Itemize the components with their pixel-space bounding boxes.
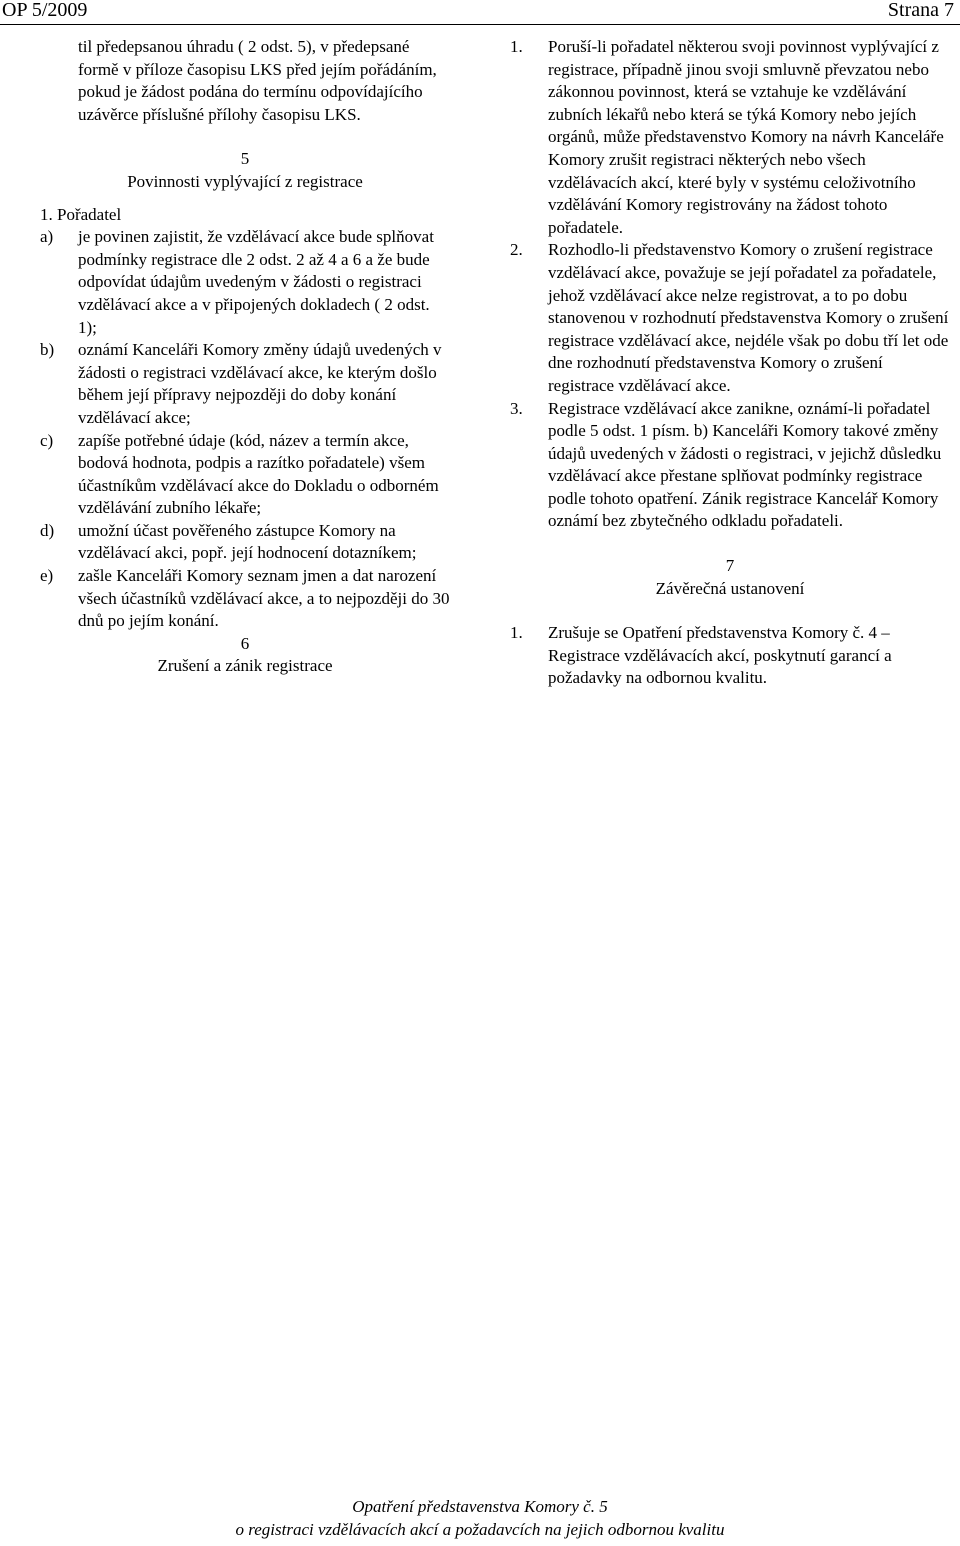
page-footer xyxy=(0,1496,960,1541)
footer-line-1: Opatření představenstva Komory č. 5 xyxy=(352,1497,608,1516)
right-item-1 xyxy=(510,36,950,239)
section-6-title: Zrušení a zánik registrace xyxy=(157,656,333,676)
page-header xyxy=(0,0,960,25)
subitem-e xyxy=(40,565,450,633)
intro-paragraph: til předepsanou úhradu ( 2 odst. 5), v předepsané formě v příloze časopisu LKS před jejím pořádáním, pokud je žádost podána do termínu odpovídajícího uzávěrce příslušné přílohy časopisu LKS. xyxy=(78,37,437,124)
right-column xyxy=(510,36,950,690)
page-number: Strana 7 xyxy=(887,0,954,21)
section-5-symbol: 5 xyxy=(240,149,250,169)
subitem-text: zapíše potřebné údaje (kód, název a termín akce, bodová hodnota, podpis a razítko pořadatele) všem účastníkům vzdělávací akce do Dokladu o odborném vzdělávání zubního lékaře; xyxy=(78,430,439,518)
right-item-3 xyxy=(510,398,950,534)
subitem-text: je povinen zajistit, že vzdělávací akce bude splňovat podmínky registrace dle 2 odst. 2 až 4 a 6 a že bude odpovídat údajům uvedeným v žádosti o registraci vzdělávací akce a v připojených dokladech ( 2 odst. 1); xyxy=(78,227,434,337)
item-text: Zrušuje se Opatření představenstva Komory č. 4 – Registrace vzdělávacích akcí, poskytnutí garancí a požadavky na odbornou kvalitu. xyxy=(548,623,892,688)
item-text: Rozhodlo-li představenstvo Komory o zrušení registrace vzdělávací akce, považuje se její pořadatel za pořadatele, jehož vzdělávací akce nelze registrovat, a to po dobu stanovenou v rozhodnutí představenstva Komory o zrušení registrace vzdělávací akce, nejdéle však po dobu tří let ode dne rozhodnutí představenstva Komory o zrušení registrace vzdělávací akce. xyxy=(548,240,949,395)
subitem-marker: b) xyxy=(40,340,55,360)
subitem-text: umožní účast pověřeného zástupce Komory na vzdělávací akci, popř. její hodnocení dotazníkem; xyxy=(78,520,417,563)
subitem-marker: e) xyxy=(40,566,54,586)
subitem-marker: a) xyxy=(40,227,54,247)
item-marker: 1. xyxy=(510,37,523,56)
subitem-b xyxy=(40,339,450,429)
subitem-d xyxy=(40,520,450,565)
final-item-1 xyxy=(510,622,950,690)
item-1-marker: 1. xyxy=(40,204,53,224)
item-text: Registrace vzdělávací akce zanikne, oznámí-li pořadatel podle 5 odst. 1 písm. b) Kanceláři Komory takové změny údajů uvedených v žádosti o registraci, v jejichž důsledku vzdělávací akce přestane splňovat podmínky registrace podle tohoto opatření. Zánik registrace Kancelář Komory oznámí bez zbytečného odkladu pořadateli. xyxy=(548,398,942,531)
item-marker: 3. xyxy=(510,398,523,418)
item-marker: 2. xyxy=(510,240,523,260)
item-1-label: Pořadatel xyxy=(57,204,122,224)
section-7-title: Závěrečná ustanovení xyxy=(655,578,805,598)
right-item-2 xyxy=(510,239,950,397)
issue-label: OP 5/2009 xyxy=(2,0,88,21)
item-1-heading xyxy=(40,204,450,227)
item-text: Poruší-li pořadatel některou svoji povinnost vyplývající z registrace, případně jinou svoji smluvně převzatou nebo zákonnou povinnost, která se vztahuje ke vzdělávání zubních lékařů nebo která se týká Komory nebo jejích orgánů, může představenstvo Komory na návrh Kanceláře Komory zrušit registraci některých nebo všech vzdělávacích akcí, které byly v systému celoživotního vzdělávání Komory registrovány na žádost tohoto pořadatele. xyxy=(548,37,944,237)
subitem-c xyxy=(40,430,450,520)
subitem-text: oznámí Kanceláři Komory změny údajů uvedených v žádosti o registraci vzdělávací akce, ke kterým došlo během její přípravy nejpozději do doby konání vzdělávací akce; xyxy=(78,340,442,427)
left-column xyxy=(40,36,450,678)
subitem-a xyxy=(40,226,450,339)
subitem-marker: d) xyxy=(40,520,55,540)
section-7-symbol: 7 xyxy=(725,556,735,576)
subitem-text: zašle Kanceláři Komory seznam jmen a dat narození všech účastníků vzdělávací akce, a to nejpozději do 30 dnů po jejím konání. xyxy=(78,566,450,631)
section-5-title: Povinnosti vyplývající z registrace xyxy=(127,171,363,191)
section-6-symbol: 6 xyxy=(240,633,250,653)
item-marker: 1. xyxy=(510,623,523,643)
subitem-marker: c) xyxy=(40,430,54,450)
footer-line-2: o registraci vzdělávacích akcí a požadavcích na jejich odbornou kvalitu xyxy=(235,1519,725,1539)
